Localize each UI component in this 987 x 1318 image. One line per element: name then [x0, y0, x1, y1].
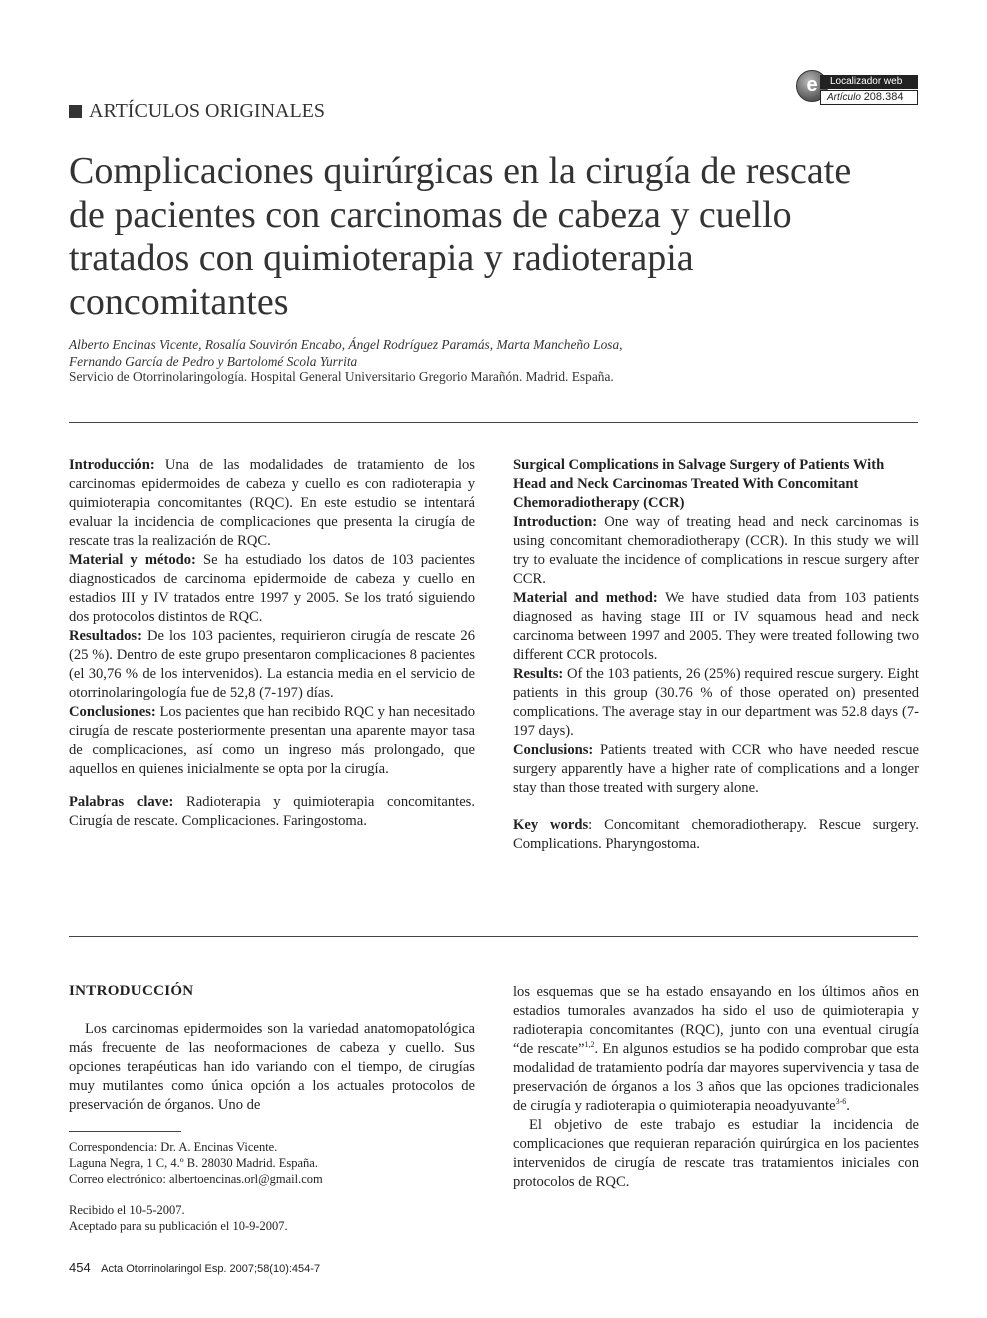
abstract-en-results — [513, 665, 919, 741]
abstract-en-results-label: Results: — [513, 666, 564, 682]
page-footer — [69, 1260, 320, 1275]
intro-paragraph-1: Los carcinomas epidermoides son la variedad anatomopatológica más frecuente de las neoformaciones de cabeza y cuello. Sus opciones terapéuticas han ido variando con el tiempo, de cirugías muy mutilantes como única opción a los actuales protocolos de preservación de órganos. Uno de — [69, 1021, 475, 1113]
authors — [69, 336, 929, 370]
abstract-es-method-text: Se ha estudiado los datos de 103 pacientes diagnosticados de carcinoma epidermoide de cabeza y cuello en estadios III y IV tratados entre 1997 y 2005. Se los trató siguiendo dos protocolos distintos de RQC. — [69, 552, 475, 625]
abstract-es-method — [69, 551, 475, 627]
abstract-en-method-text: We have studied data from 103 patients diagnosed as having stage III or IV squamous head and neck carcinoma between 1997 and 2005. They were treated following two different CCR protocols. — [513, 590, 919, 663]
abstract-es-results-label: Resultados: — [69, 628, 142, 644]
affiliation: Servicio de Otorrinolaringología. Hospital General Universitario Gregorio Marañón. Madrid. España. — [69, 369, 614, 384]
authors-line-2: Fernando García de Pedro y Bartolomé Scola Yurrita — [69, 354, 358, 369]
keywords-es-text: Radioterapia y quimioterapia concomitantes. Cirugía de rescate. Complicaciones. Faringostoma. — [69, 794, 475, 829]
intro-heading: INTRODUCCIÓN — [69, 983, 194, 999]
authors-line-1: Alberto Encinas Vicente, Rosalía Souvirón Encabo, Ángel Rodríguez Paramás, Marta Mancheño Losa, — [69, 337, 623, 352]
abstract-es-intro-label: Introducción: — [69, 457, 155, 473]
intro-text-b: . En algunos estudios se ha podido comprobar que esta modalidad de tratamiento podría dar mayores supervivencia y tasa de preservación de órganos a los 3 años que las opciones tradicionales de cirugía y radioterapia o quimioterapia neoadyuvante — [513, 1041, 920, 1114]
accepted-date: Aceptado para su publicación el 10-9-2007. — [69, 1219, 288, 1233]
abstract-english — [513, 456, 919, 854]
received-date: Recibido el 10-5-2007. — [69, 1203, 185, 1217]
abstract-en-conclusions-label: Conclusions: — [513, 742, 594, 758]
page-number: 454 — [69, 1260, 91, 1275]
section-label-text: ARTÍCULOS ORIGINALES — [89, 100, 326, 122]
intro-text-a: los esquemas que se ha estado ensayando en los últimos años en estadios tumorales avanzados ha sido el uso de quimioterapia y radioterapia concomitantes (RQC), junto con una eventual cirugía “de rescate” — [513, 984, 919, 1057]
abstract-en-method-label: Material and method: — [513, 590, 658, 606]
section-label — [69, 100, 325, 123]
abstract-en-intro-text: One way of treating head and neck carcinomas is using concomitant chemoradiotherapy (CCR). In this study we will try to evaluate the incidence of complications in rescue surgery after CCR. — [513, 514, 919, 587]
abstract-en-conclusions-text: Patients treated with CCR who have needed rescue surgery apparently have a higher rate of complications and a longer stay than those treated with surgery alone. — [513, 742, 919, 796]
abstract-en-results-text: Of the 103 patients, 26 (25%) required rescue surgery. Eight patients in this group (30.76 % of those operated on) presented complications. The average stay in our department was 52.8 days (7-197 days). — [513, 666, 919, 739]
square-bullet-icon — [69, 105, 82, 118]
abstract-es-method-label: Material y método: — [69, 552, 196, 568]
correspondence-email: Correo electrónico: albertoencinas.orl@gmail.com — [69, 1172, 323, 1186]
intro-paragraph-1-cont — [513, 983, 919, 1116]
abstract-es-results-text: De los 103 pacientes, requirieron cirugía de rescate 26 (25 %). Dentro de este grupo presentaron complicaciones 8 pacientes (el 30,76 % de los intervenidos). La estancia media en el servicio de otorrinolaringología fue de 52,8 (7-197) días. — [69, 628, 475, 701]
abstract-en-method — [513, 589, 919, 665]
article-title: Complicaciones quirúrgicas en la cirugía de rescate de pacientes con carcinomas de cabeza y cuello tratados con quimioterapia y radioterapia concomitantes — [69, 150, 852, 323]
locator-article — [820, 90, 918, 105]
abstract-es-intro — [69, 456, 475, 551]
abstract-en-conclusions — [513, 741, 919, 798]
keywords-es — [69, 793, 475, 831]
article-label: Artículo — [827, 92, 861, 103]
reference-3-6: 3-6 — [835, 1097, 847, 1107]
intro-left-column — [69, 1020, 475, 1115]
keywords-en — [513, 816, 919, 854]
article-number: 208.384 — [863, 91, 904, 103]
abstract-en-intro — [513, 513, 919, 589]
e-logo-icon: e — [796, 70, 828, 102]
abstract-en-intro-label: Introduction: — [513, 514, 598, 530]
abstract-es-results — [69, 627, 475, 703]
keywords-es-label: Palabras clave: — [69, 794, 174, 810]
correspondence — [69, 1139, 475, 1234]
abstract-spanish — [69, 456, 475, 831]
intro-text-c: . — [846, 1098, 850, 1114]
locator-label: Localizador web — [820, 75, 918, 89]
web-locator-badge — [796, 70, 920, 106]
correspondence-address: Laguna Negra, 1 C, 4.º B. 28030 Madrid. España. — [69, 1156, 318, 1170]
abstract-es-conclusions-label: Conclusiones: — [69, 704, 156, 720]
divider-middle — [69, 936, 918, 937]
intro-paragraph-2: El objetivo de este trabajo es estudiar la incidencia de complicaciones que requieran reparación quirúrgica en los pacientes intervenidos de cirugía de rescate tras tratamientos iniciales con protocolos de RQC. — [513, 1117, 919, 1190]
intro-right-column — [513, 983, 919, 1192]
journal-citation: Acta Otorrinolaringol Esp. 2007;58(10):454-7 — [101, 1263, 321, 1275]
correspondence-name: Correspondencia: Dr. A. Encinas Vicente. — [69, 1140, 278, 1154]
abstract-es-conclusions-text: Los pacientes que han recibido RQC y han necesitado cirugía de rescate posteriormente presentan una aparente mayor tasa de complicaciones, así como un ingreso más prolongado, que aquellos en quienes inicialmente se opta por la cirugía. — [69, 704, 475, 777]
abstract-en-title: Surgical Complications in Salvage Surgery of Patients With Head and Neck Carcinomas Treated With Concomitant Chemoradiotherapy (CCR) — [513, 457, 885, 511]
keywords-en-text: : Concomitant chemoradiotherapy. Rescue surgery. Complications. Pharyngostoma. — [513, 817, 920, 852]
abstract-es-conclusions — [69, 703, 475, 779]
reference-1-2: 1,2 — [584, 1040, 595, 1050]
divider-top — [69, 422, 918, 423]
footnote-rule — [69, 1131, 181, 1132]
keywords-en-label: Key words — [513, 817, 589, 833]
abstract-es-intro-text: Una de las modalidades de tratamiento de los carcinomas epidermoides de cabeza y cuello es con radioterapia y quimioterapia concomitantes (RQC). En este estudio se intentará evaluar la incidencia de complicaciones que presenta la cirugía de rescate tras la realización de RQC. — [69, 457, 475, 549]
